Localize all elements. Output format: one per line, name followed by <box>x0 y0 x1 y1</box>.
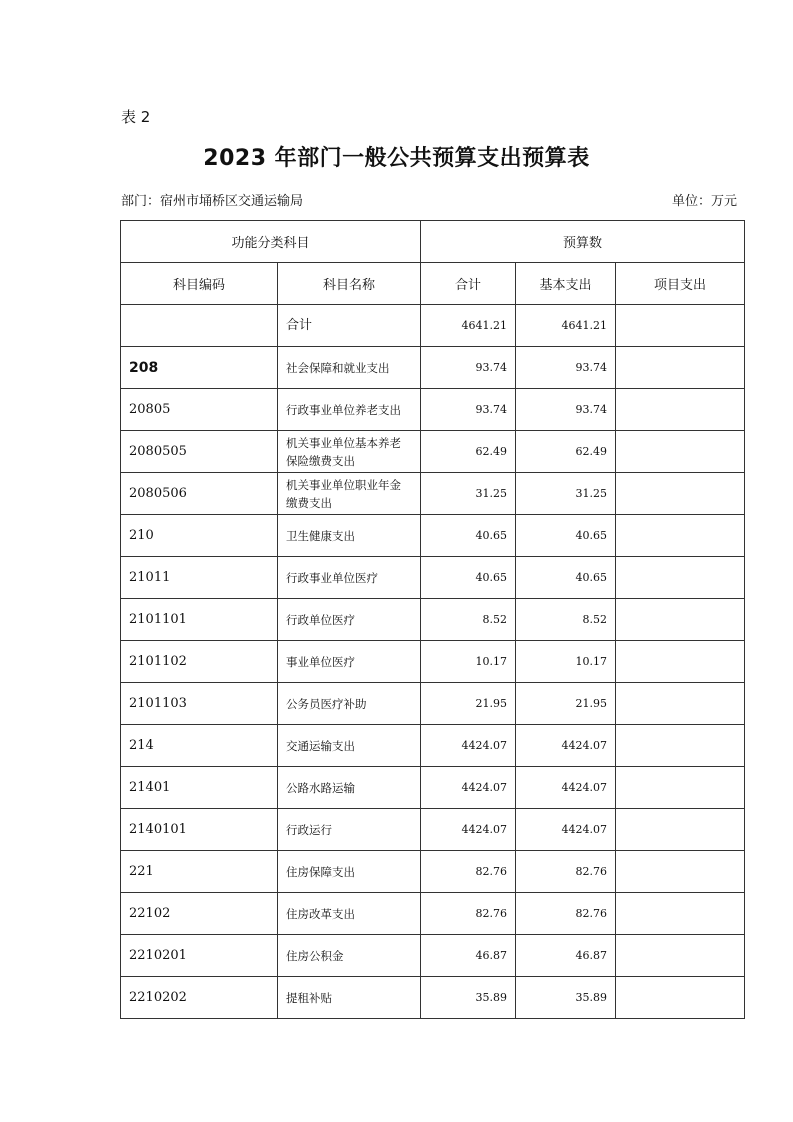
cell-project <box>616 851 745 893</box>
cell-project <box>616 305 745 347</box>
cell-project <box>616 431 745 473</box>
cell-basic: 35.89 <box>516 977 616 1019</box>
table-row <box>121 557 745 599</box>
budget-table <box>120 220 745 1019</box>
cell-name: 住房改革支出 <box>278 893 421 935</box>
cell-basic: 4424.07 <box>516 767 616 809</box>
cell-basic: 82.76 <box>516 893 616 935</box>
cell-code: 22102 <box>121 893 278 935</box>
cell-name: 合计 <box>278 305 421 347</box>
cell-code: 221 <box>121 851 278 893</box>
cell-basic: 82.76 <box>516 851 616 893</box>
cell-project <box>616 809 745 851</box>
cell-code: 21011 <box>121 557 278 599</box>
cell-total: 82.76 <box>421 851 516 893</box>
cell-code: 214 <box>121 725 278 767</box>
cell-name: 交通运输支出 <box>278 725 421 767</box>
header-basic: 基本支出 <box>516 263 616 305</box>
cell-name: 住房公积金 <box>278 935 421 977</box>
cell-basic: 93.74 <box>516 347 616 389</box>
cell-project <box>616 557 745 599</box>
table-row <box>121 767 745 809</box>
cell-basic: 40.65 <box>516 515 616 557</box>
cell-code: 2210201 <box>121 935 278 977</box>
table-row <box>121 515 745 557</box>
cell-code: 2101102 <box>121 641 278 683</box>
table-row <box>121 893 745 935</box>
table-row <box>121 809 745 851</box>
cell-total: 93.74 <box>421 389 516 431</box>
table-row <box>121 725 745 767</box>
cell-code: 2101101 <box>121 599 278 641</box>
cell-project <box>616 725 745 767</box>
cell-total: 35.89 <box>421 977 516 1019</box>
header-project: 项目支出 <box>616 263 745 305</box>
table-number-label: 表 2 <box>121 108 151 126</box>
cell-basic: 8.52 <box>516 599 616 641</box>
unit-label: 单位：万元 <box>671 194 737 209</box>
cell-project <box>616 473 745 515</box>
table-row <box>121 935 745 977</box>
cell-project <box>616 767 745 809</box>
cell-code: 2210202 <box>121 977 278 1019</box>
cell-project <box>616 599 745 641</box>
cell-name: 卫生健康支出 <box>278 515 421 557</box>
cell-basic: 31.25 <box>516 473 616 515</box>
cell-code <box>121 305 278 347</box>
cell-project <box>616 515 745 557</box>
cell-project <box>616 347 745 389</box>
cell-basic: 4424.07 <box>516 809 616 851</box>
cell-total: 62.49 <box>421 431 516 473</box>
cell-basic: 93.74 <box>516 389 616 431</box>
department-label: 部门：宿州市埇桥区交通运输局 <box>121 194 304 209</box>
table-row <box>121 389 745 431</box>
cell-total: 4424.07 <box>421 809 516 851</box>
header-function-group: 功能分类科目 <box>121 221 421 263</box>
cell-name: 机关事业单位职业年金缴费支出 <box>278 473 421 515</box>
cell-total: 31.25 <box>421 473 516 515</box>
cell-basic: 40.65 <box>516 557 616 599</box>
table-row <box>121 347 745 389</box>
header-column-row <box>121 263 745 305</box>
cell-total: 21.95 <box>421 683 516 725</box>
cell-total: 82.76 <box>421 893 516 935</box>
cell-project <box>616 389 745 431</box>
cell-code: 2101103 <box>121 683 278 725</box>
cell-basic: 4424.07 <box>516 725 616 767</box>
page-title: 2023 年部门一般公共预算支出预算表 <box>203 146 590 171</box>
cell-code: 2080506 <box>121 473 278 515</box>
table-row <box>121 473 745 515</box>
cell-total: 93.74 <box>421 347 516 389</box>
cell-basic: 21.95 <box>516 683 616 725</box>
cell-total: 4424.07 <box>421 767 516 809</box>
cell-project <box>616 893 745 935</box>
table-row <box>121 305 745 347</box>
cell-name: 机关事业单位基本养老保险缴费支出 <box>278 431 421 473</box>
cell-code: 21401 <box>121 767 278 809</box>
cell-total: 40.65 <box>421 515 516 557</box>
cell-code: 2080505 <box>121 431 278 473</box>
table-row <box>121 431 745 473</box>
cell-project <box>616 641 745 683</box>
header-total: 合计 <box>421 263 516 305</box>
cell-basic: 46.87 <box>516 935 616 977</box>
cell-name: 行政运行 <box>278 809 421 851</box>
table-row <box>121 683 745 725</box>
cell-basic: 4641.21 <box>516 305 616 347</box>
table-row <box>121 599 745 641</box>
table-body <box>121 305 745 1019</box>
cell-total: 46.87 <box>421 935 516 977</box>
table-row <box>121 851 745 893</box>
cell-total: 4641.21 <box>421 305 516 347</box>
cell-name: 提租补贴 <box>278 977 421 1019</box>
header-group-row <box>121 221 745 263</box>
header-code: 科目编码 <box>121 263 278 305</box>
cell-project <box>616 977 745 1019</box>
cell-code: 2140101 <box>121 809 278 851</box>
cell-project <box>616 935 745 977</box>
cell-name: 行政事业单位养老支出 <box>278 389 421 431</box>
cell-name: 公路水路运输 <box>278 767 421 809</box>
cell-name: 住房保障支出 <box>278 851 421 893</box>
table-header <box>121 221 745 305</box>
header-budget-group: 预算数 <box>421 221 745 263</box>
cell-name: 行政事业单位医疗 <box>278 557 421 599</box>
cell-total: 4424.07 <box>421 725 516 767</box>
cell-name: 事业单位医疗 <box>278 641 421 683</box>
cell-total: 10.17 <box>421 641 516 683</box>
cell-name: 行政单位医疗 <box>278 599 421 641</box>
cell-code: 20805 <box>121 389 278 431</box>
cell-basic: 10.17 <box>516 641 616 683</box>
table-row <box>121 977 745 1019</box>
cell-code: 208 <box>121 347 278 389</box>
cell-total: 40.65 <box>421 557 516 599</box>
header-name: 科目名称 <box>278 263 421 305</box>
cell-name: 社会保障和就业支出 <box>278 347 421 389</box>
cell-total: 8.52 <box>421 599 516 641</box>
cell-basic: 62.49 <box>516 431 616 473</box>
cell-code: 210 <box>121 515 278 557</box>
cell-project <box>616 683 745 725</box>
cell-name: 公务员医疗补助 <box>278 683 421 725</box>
table-row <box>121 641 745 683</box>
